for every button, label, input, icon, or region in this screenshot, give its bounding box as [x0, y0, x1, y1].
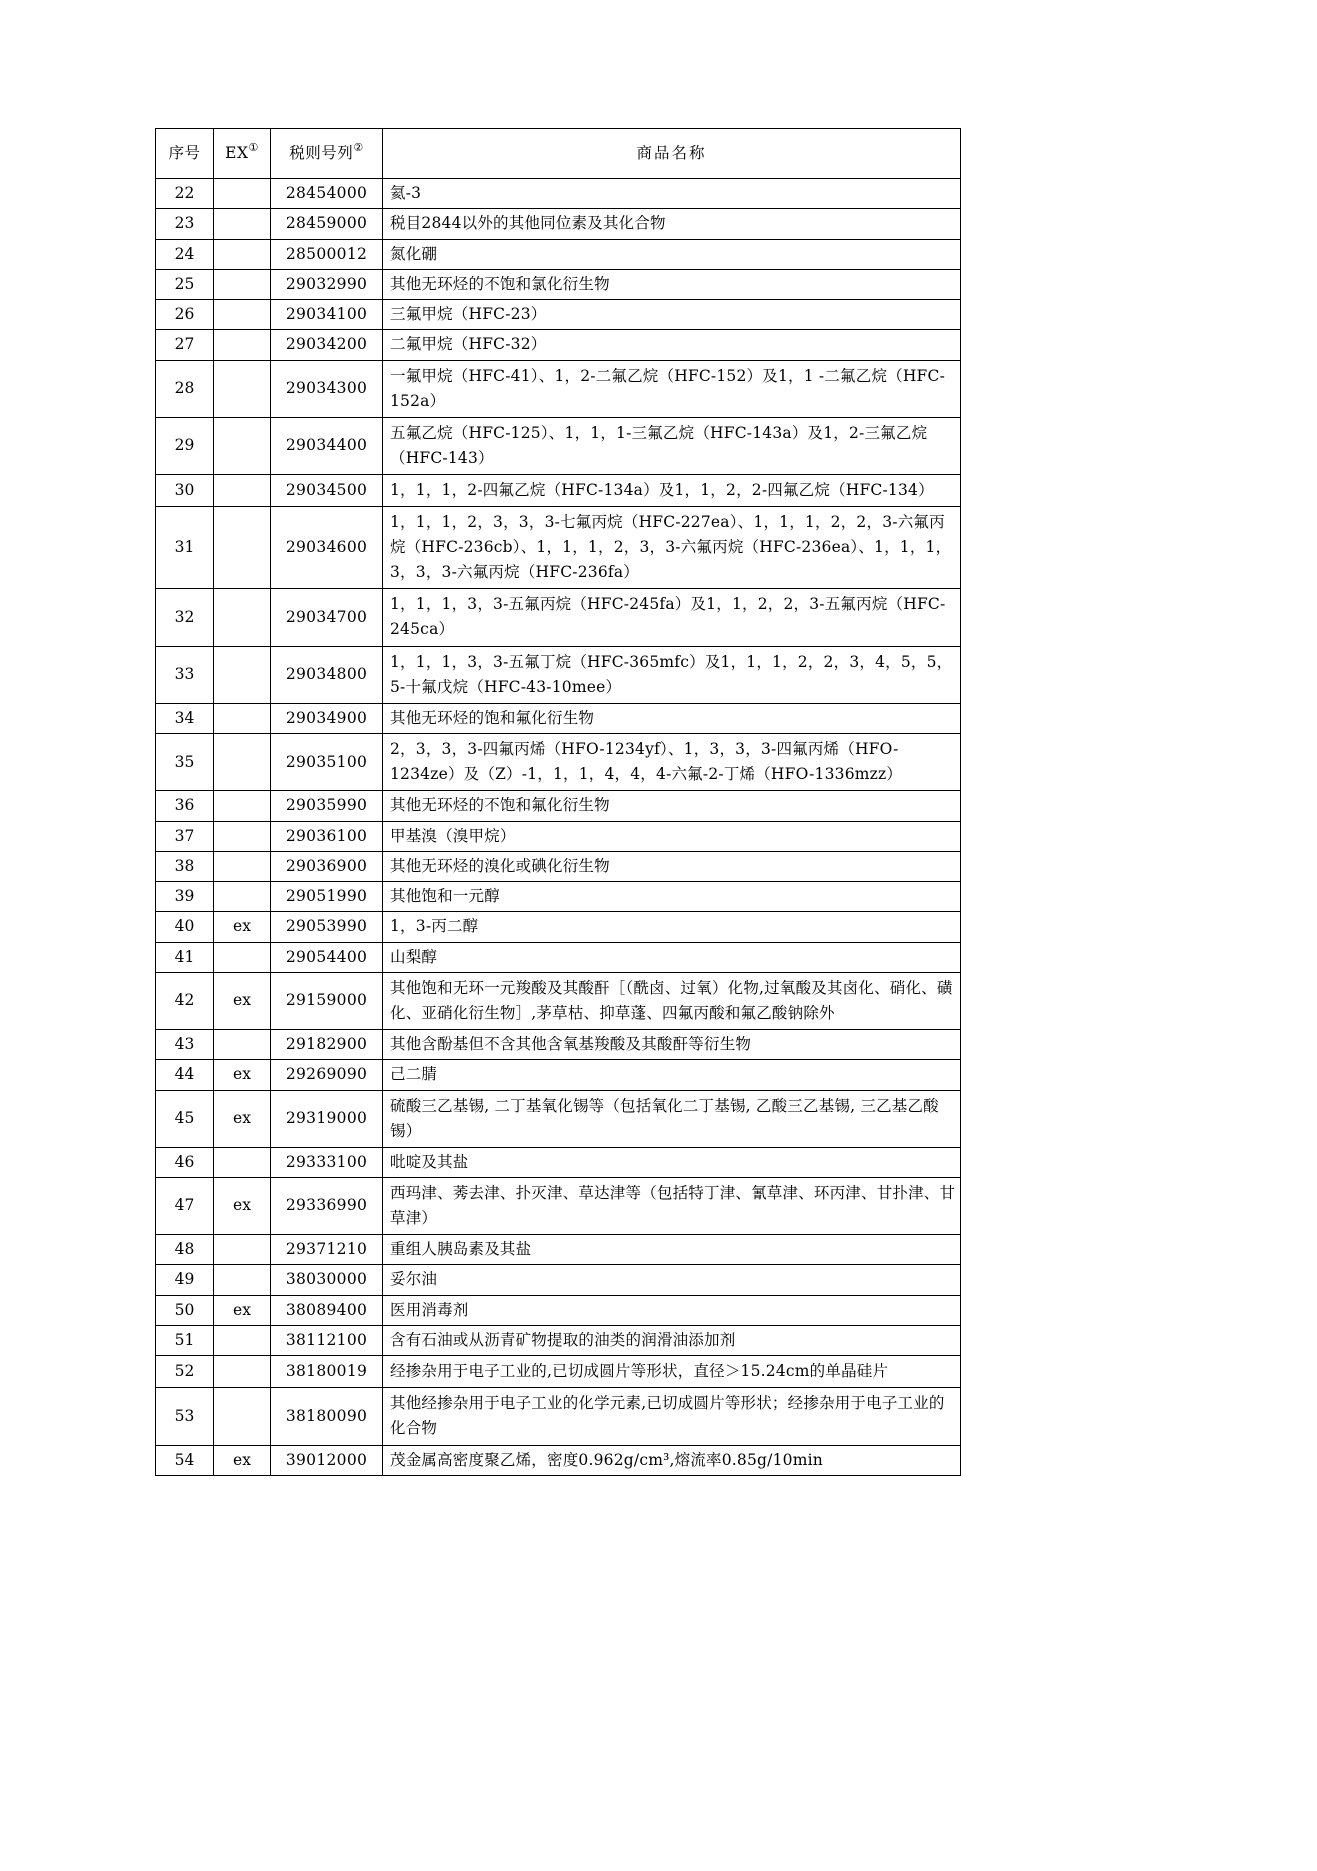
column-header-seq: 序号 — [156, 129, 214, 179]
table-row — [156, 821, 961, 851]
cell-name: 其他饱和一元醇 — [383, 882, 961, 912]
cell-ex — [214, 1147, 271, 1177]
table-row — [156, 1235, 961, 1265]
tariff-table — [155, 128, 961, 1476]
cell-ex — [214, 300, 271, 330]
cell-seq: 42 — [156, 972, 214, 1029]
table-row — [156, 942, 961, 972]
cell-name: 税目2844以外的其他同位素及其化合物 — [383, 209, 961, 239]
cell-seq: 27 — [156, 330, 214, 360]
column-header-code — [271, 129, 383, 179]
cell-ex — [214, 1030, 271, 1060]
cell-ex — [214, 1235, 271, 1265]
cell-code: 29035990 — [271, 791, 383, 821]
cell-code: 29336990 — [271, 1177, 383, 1234]
cell-name: 甲基溴（溴甲烷） — [383, 821, 961, 851]
cell-name: 五氟乙烷（HFC-125）、1，1，1-三氟乙烷（HFC-143a）及1，2-三氟乙烷（HFC-143） — [383, 417, 961, 474]
cell-name: 其他无环烃的溴化或碘化衍生物 — [383, 851, 961, 881]
cell-seq: 23 — [156, 209, 214, 239]
cell-seq: 34 — [156, 703, 214, 733]
cell-ex — [214, 507, 271, 589]
cell-code: 29034700 — [271, 589, 383, 646]
table-header-row — [156, 129, 961, 179]
table-row — [156, 1030, 961, 1060]
cell-ex: ex — [214, 1060, 271, 1090]
cell-ex — [214, 1356, 271, 1388]
cell-ex — [214, 1325, 271, 1355]
cell-ex — [214, 646, 271, 703]
cell-name: 1，3-丙二醇 — [383, 912, 961, 942]
cell-ex: ex — [214, 1445, 271, 1475]
table-row — [156, 507, 961, 589]
cell-seq: 28 — [156, 360, 214, 417]
cell-code: 28454000 — [271, 179, 383, 209]
cell-code: 29053990 — [271, 912, 383, 942]
cell-code: 39012000 — [271, 1445, 383, 1475]
cell-ex — [214, 239, 271, 269]
cell-ex: ex — [214, 912, 271, 942]
table-row — [156, 474, 961, 506]
cell-code: 29036900 — [271, 851, 383, 881]
table-row — [156, 1295, 961, 1325]
cell-code: 29034600 — [271, 507, 383, 589]
cell-name: 其他饱和无环一元羧酸及其酸酐［（酰卤、过氧）化物,过氧酸及其卤化、硝化、磺化、亚硝化衍生物］,茅草枯、抑草蓬、四氟丙酸和氟乙酸钠除外 — [383, 972, 961, 1029]
cell-name: 经掺杂用于电子工业的,已切成圆片等形状，直径＞15.24cm的单晶硅片 — [383, 1356, 961, 1388]
cell-ex — [214, 209, 271, 239]
table-row — [156, 734, 961, 791]
table-row — [156, 1090, 961, 1147]
cell-seq: 48 — [156, 1235, 214, 1265]
table-row — [156, 1445, 961, 1475]
cell-seq: 43 — [156, 1030, 214, 1060]
cell-name: 其他无环烃的饱和氟化衍生物 — [383, 703, 961, 733]
cell-seq: 24 — [156, 239, 214, 269]
cell-seq: 35 — [156, 734, 214, 791]
cell-code: 29034400 — [271, 417, 383, 474]
cell-seq: 31 — [156, 507, 214, 589]
table-row — [156, 1356, 961, 1388]
cell-seq: 52 — [156, 1356, 214, 1388]
cell-seq: 51 — [156, 1325, 214, 1355]
cell-ex: ex — [214, 1295, 271, 1325]
cell-code: 28500012 — [271, 239, 383, 269]
cell-ex — [214, 734, 271, 791]
cell-seq: 37 — [156, 821, 214, 851]
cell-code: 29182900 — [271, 1030, 383, 1060]
column-header-ex-note: ① — [248, 140, 259, 154]
cell-seq: 47 — [156, 1177, 214, 1234]
cell-ex — [214, 269, 271, 299]
cell-name: 重组人胰岛素及其盐 — [383, 1235, 961, 1265]
cell-ex: ex — [214, 1090, 271, 1147]
cell-seq: 45 — [156, 1090, 214, 1147]
cell-name: 西玛津、莠去津、扑灭津、草达津等（包括特丁津、氰草津、环丙津、甘扑津、甘草津） — [383, 1177, 961, 1234]
cell-code: 29034900 — [271, 703, 383, 733]
table-row — [156, 882, 961, 912]
table-row — [156, 179, 961, 209]
table-row — [156, 646, 961, 703]
cell-name: 含有石油或从沥青矿物提取的油类的润滑油添加剂 — [383, 1325, 961, 1355]
table-row — [156, 851, 961, 881]
cell-code: 38112100 — [271, 1325, 383, 1355]
cell-seq: 46 — [156, 1147, 214, 1177]
cell-seq: 49 — [156, 1265, 214, 1295]
table-row — [156, 300, 961, 330]
cell-code: 38180019 — [271, 1356, 383, 1388]
cell-ex — [214, 703, 271, 733]
cell-code: 29036100 — [271, 821, 383, 851]
cell-ex: ex — [214, 972, 271, 1029]
cell-code: 29319000 — [271, 1090, 383, 1147]
cell-code: 38089400 — [271, 1295, 383, 1325]
table-row — [156, 1177, 961, 1234]
cell-seq: 54 — [156, 1445, 214, 1475]
cell-ex: ex — [214, 1177, 271, 1234]
cell-code: 29054400 — [271, 942, 383, 972]
cell-ex — [214, 821, 271, 851]
cell-ex — [214, 851, 271, 881]
cell-name: 三氟甲烷（HFC-23） — [383, 300, 961, 330]
cell-name: 1，1，1，3，3-五氟丙烷（HFC-245fa）及1，1，2，2，3-五氟丙烷（HFC-245ca） — [383, 589, 961, 646]
cell-name: 1，1，1，2-四氟乙烷（HFC-134a）及1，1，2，2-四氟乙烷（HFC-134） — [383, 474, 961, 506]
cell-seq: 50 — [156, 1295, 214, 1325]
cell-name: 其他含酚基但不含其他含氧基羧酸及其酸酐等衍生物 — [383, 1030, 961, 1060]
cell-name: 1，1，1，3，3-五氟丁烷（HFC-365mfc）及1，1，1，2，2，3，4，5，5，5-十氟戊烷（HFC-43-10mee） — [383, 646, 961, 703]
cell-name: 吡啶及其盐 — [383, 1147, 961, 1177]
cell-ex — [214, 1388, 271, 1445]
cell-name: 二氟甲烷（HFC-32） — [383, 330, 961, 360]
cell-name: 一氟甲烷（HFC-41）、1，2-二氟乙烷（HFC-152）及1，1 -二氟乙烷（HFC-152a） — [383, 360, 961, 417]
table-row — [156, 589, 961, 646]
column-header-ex — [214, 129, 271, 179]
cell-ex — [214, 474, 271, 506]
cell-seq: 44 — [156, 1060, 214, 1090]
column-header-code-label: 税则号列 — [289, 143, 354, 162]
cell-name: 氮化硼 — [383, 239, 961, 269]
cell-seq: 32 — [156, 589, 214, 646]
cell-seq: 41 — [156, 942, 214, 972]
cell-name: 其他无环烃的不饱和氟化衍生物 — [383, 791, 961, 821]
cell-seq: 26 — [156, 300, 214, 330]
cell-ex — [214, 179, 271, 209]
cell-code: 38030000 — [271, 1265, 383, 1295]
column-header-name: 商品名称 — [383, 129, 961, 179]
table-row — [156, 912, 961, 942]
cell-seq: 39 — [156, 882, 214, 912]
cell-code: 29034800 — [271, 646, 383, 703]
cell-code: 29333100 — [271, 1147, 383, 1177]
table-row — [156, 703, 961, 733]
cell-code: 29159000 — [271, 972, 383, 1029]
table-row — [156, 330, 961, 360]
cell-name: 茂金属高密度聚乙烯，密度0.962g/cm³,熔流率0.85g/10min — [383, 1445, 961, 1475]
cell-seq: 29 — [156, 417, 214, 474]
cell-ex — [214, 1265, 271, 1295]
cell-code: 29032990 — [271, 269, 383, 299]
cell-seq: 38 — [156, 851, 214, 881]
column-header-code-note: ② — [353, 140, 364, 154]
cell-code: 29371210 — [271, 1235, 383, 1265]
cell-name: 妥尔油 — [383, 1265, 961, 1295]
cell-name: 己二腈 — [383, 1060, 961, 1090]
cell-name: 硫酸三乙基锡, 二丁基氧化锡等（包括氧化二丁基锡, 乙酸三乙基锡, 三乙基乙酸锡） — [383, 1090, 961, 1147]
cell-name: 其他经掺杂用于电子工业的化学元素,已切成圆片等形状；经掺杂用于电子工业的化合物 — [383, 1388, 961, 1445]
cell-code: 38180090 — [271, 1388, 383, 1445]
table-body — [156, 179, 961, 1476]
table-row — [156, 1147, 961, 1177]
table-row — [156, 360, 961, 417]
cell-name: 山梨醇 — [383, 942, 961, 972]
cell-code: 29034200 — [271, 330, 383, 360]
cell-name: 2，3，3，3-四氟丙烯（HFO-1234yf）、1，3，3，3-四氟丙烯（HFO-1234ze）及（Z）-1，1，1，4，4，4-六氟-2-丁烯（HFO-1336mzz） — [383, 734, 961, 791]
cell-name: 1，1，1，2，3，3，3-七氟丙烷（HFC-227ea）、1，1，1，2，2，3-六氟丙烷（HFC-236cb）、1，1，1，2，3，3-六氟丙烷（HFC-236ea）、1，1，1，3，3，3-六氟丙烷（HFC-236fa） — [383, 507, 961, 589]
table-row — [156, 972, 961, 1029]
cell-ex — [214, 360, 271, 417]
cell-ex — [214, 791, 271, 821]
table-row — [156, 239, 961, 269]
table-row — [156, 209, 961, 239]
cell-seq: 53 — [156, 1388, 214, 1445]
cell-name: 医用消毒剂 — [383, 1295, 961, 1325]
cell-seq: 25 — [156, 269, 214, 299]
cell-ex — [214, 330, 271, 360]
cell-seq: 30 — [156, 474, 214, 506]
cell-code: 29051990 — [271, 882, 383, 912]
cell-ex — [214, 882, 271, 912]
cell-seq: 40 — [156, 912, 214, 942]
cell-ex — [214, 589, 271, 646]
cell-name: 其他无环烃的不饱和氯化衍生物 — [383, 269, 961, 299]
cell-code: 29034100 — [271, 300, 383, 330]
cell-ex — [214, 417, 271, 474]
cell-ex — [214, 942, 271, 972]
table-row — [156, 1265, 961, 1295]
column-header-ex-label: EX — [225, 143, 249, 162]
cell-seq: 22 — [156, 179, 214, 209]
table-row — [156, 1325, 961, 1355]
cell-seq: 36 — [156, 791, 214, 821]
cell-code: 28459000 — [271, 209, 383, 239]
table-row — [156, 417, 961, 474]
cell-seq: 33 — [156, 646, 214, 703]
table-row — [156, 791, 961, 821]
cell-code: 29035100 — [271, 734, 383, 791]
cell-code: 29034500 — [271, 474, 383, 506]
table-row — [156, 1388, 961, 1445]
cell-name: 氦-3 — [383, 179, 961, 209]
table-row — [156, 269, 961, 299]
cell-code: 29269090 — [271, 1060, 383, 1090]
cell-code: 29034300 — [271, 360, 383, 417]
table-row — [156, 1060, 961, 1090]
